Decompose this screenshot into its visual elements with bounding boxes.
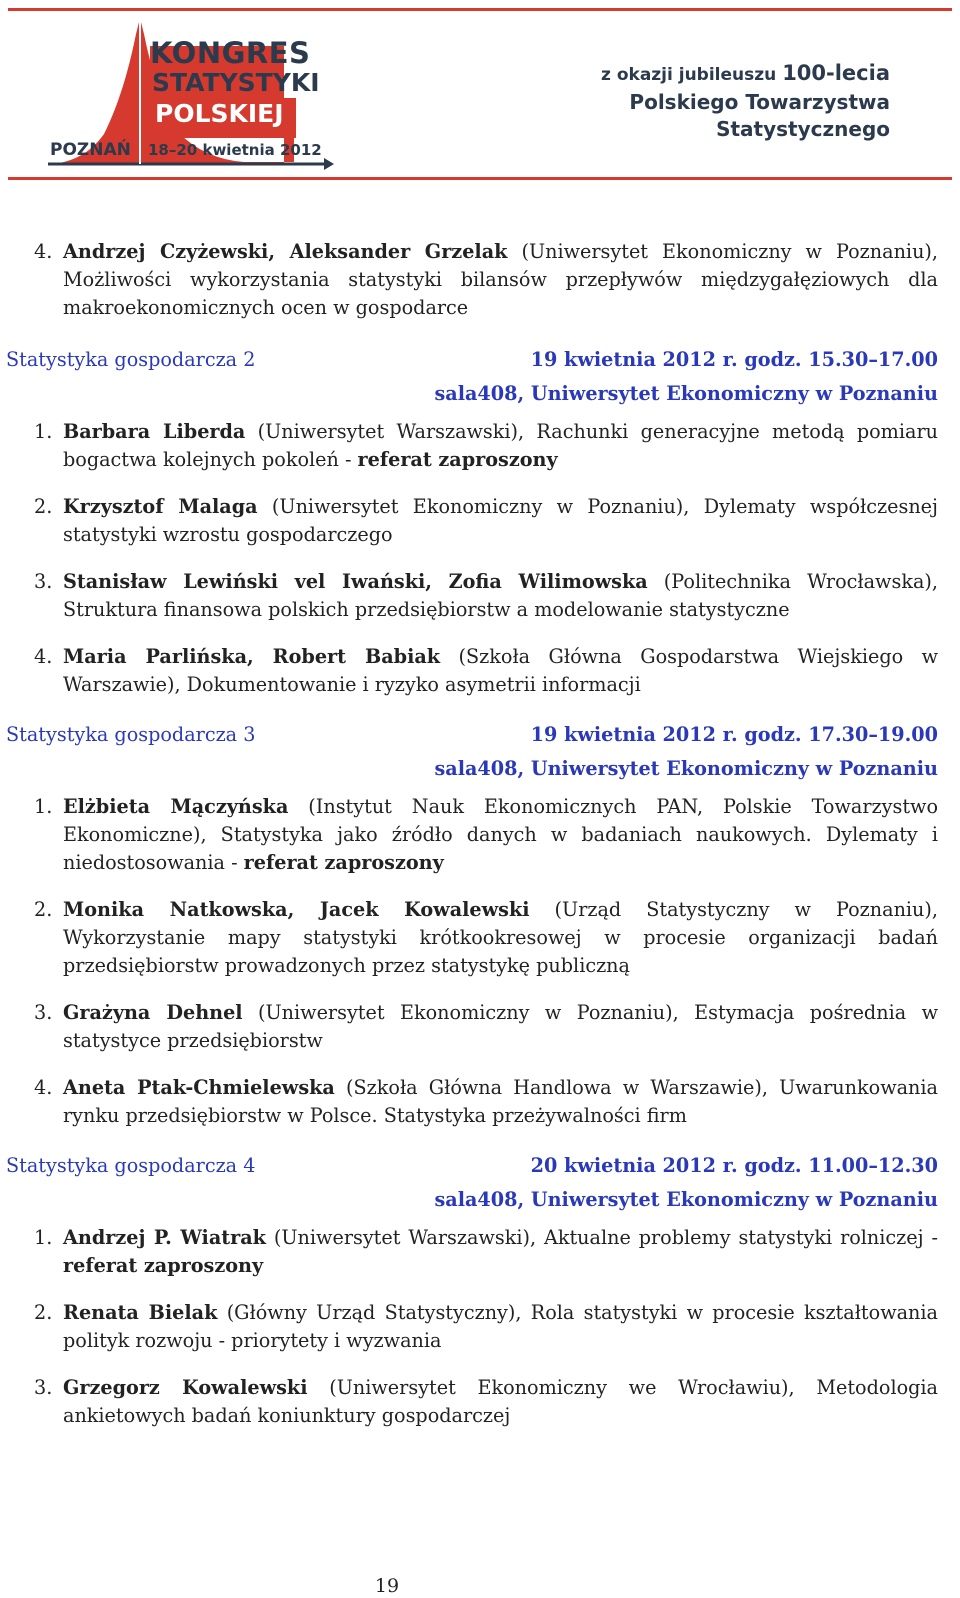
talk-item — [0, 238, 960, 322]
session-time: 19 kwietnia 2012 r. godz. 15.30–17.00 — [530, 348, 938, 371]
tagline-line3: Statystycznego — [716, 117, 890, 141]
talk-details: (Szkoła Główna Handlowa w Warszawie), Uwarunkowania rynku przedsiębiorstw w Polsce. Statystyka przeżywalności firm — [63, 1076, 938, 1127]
session-time: 19 kwietnia 2012 r. godz. 17.30–19.00 — [530, 723, 938, 746]
talk-details: (Uniwersytet Ekonomiczny w Poznaniu), Możliwości wykorzystania statystyki bilansów przepływów międzygałęziowych dla makroekonomicznych ocen w gospodarce — [63, 240, 939, 319]
talk-number: 4. — [34, 240, 53, 263]
talk-authors: Elżbieta Mączyńska — [63, 795, 289, 818]
tagline-prefix: z okazji jubileuszu — [601, 65, 777, 85]
talk-item — [0, 1374, 960, 1430]
talk-item — [0, 896, 960, 980]
session-header — [0, 1154, 960, 1220]
talk-number: 4. — [34, 1076, 53, 1099]
talk-details: (Urząd Statystyczny w Poznaniu), Wykorzystanie mapy statystyki krótkookresowej w procesie organizacji badań przedsiębiorstw prowadzonych przez statystykę publiczną — [63, 898, 939, 977]
talk-item — [0, 1224, 960, 1280]
talk-authors: Andrzej Czyżewski, Aleksander Grzelak — [63, 240, 508, 263]
talk-item — [0, 643, 960, 699]
talk-number: 2. — [34, 898, 53, 921]
talk-authors: Aneta Ptak-Chmielewska — [63, 1076, 335, 1099]
page-header — [0, 0, 960, 185]
talk-details: (Uniwersytet Warszawski), Aktualne problemy statystyki rolniczej - — [265, 1226, 938, 1249]
talk-details: (Uniwersytet Ekonomiczny w Poznaniu), Dylematy współczesnej statystyki wzrostu gospodarczego — [63, 495, 938, 546]
talk-item — [0, 1074, 960, 1130]
logo-statystyki-text: STATYSTYKI — [152, 68, 320, 97]
tagline-emphasis: 100-lecia — [782, 61, 890, 85]
session-header — [0, 723, 960, 789]
talk-number: 4. — [34, 645, 53, 668]
logo-kongres-text: KONGRES — [150, 36, 311, 70]
talk-number: 3. — [34, 570, 53, 593]
talk-item — [0, 493, 960, 549]
tagline-line2: Polskiego Towarzystwa — [629, 90, 890, 114]
session-name: Statystyka gospodarcza 4 — [6, 1154, 256, 1177]
session-room: sala408, Uniwersytet Ekonomiczny w Poznaniu — [434, 382, 938, 405]
invited-talk-label: referat zaproszony — [357, 448, 558, 471]
talk-number: 3. — [34, 1376, 53, 1399]
talk-number: 3. — [34, 1001, 53, 1024]
header-bottom-rule — [8, 177, 952, 180]
invited-talk-label: referat zaproszony — [63, 1254, 264, 1277]
talk-authors: Grażyna Dehnel — [63, 1001, 243, 1024]
talk-authors: Renata Bielak — [63, 1301, 218, 1324]
session-room: sala408, Uniwersytet Ekonomiczny w Poznaniu — [434, 757, 938, 780]
session-time: 20 kwietnia 2012 r. godz. 11.00–12.30 — [530, 1154, 938, 1177]
logo-dates-text: 18–20 kwietnia 2012 — [148, 141, 322, 159]
session-name: Statystyka gospodarcza 2 — [6, 348, 256, 371]
talk-item — [0, 1299, 960, 1355]
invited-talk-label: referat zaproszony — [243, 851, 444, 874]
talk-details: (Politechnika Wrocławska), Struktura finansowa polskich przedsiębiorstw a modelowanie statystyczne — [63, 570, 938, 621]
talk-item — [0, 999, 960, 1055]
talk-item — [0, 568, 960, 624]
talk-number: 2. — [34, 495, 53, 518]
talk-details: (Instytut Nauk Ekonomicznych PAN, Polskie Towarzystwo Ekonomiczne), Statystyka jako źródło danych w badaniach naukowych. Dylematy i niedostosowania - — [63, 795, 939, 874]
talk-details: (Główny Urząd Statystyczny), Rola statystyki w procesie kształtowania polityk rozwoju - priorytety i wyzwania — [63, 1301, 938, 1352]
talk-number: 2. — [34, 1301, 53, 1324]
logo-polskiej-text: POLSKIEJ — [155, 99, 284, 128]
talk-details: (Uniwersytet Warszawski), Rachunki generacyjne metodą pomiaru bogactwa kolejnych pokoleń - — [63, 420, 938, 471]
tagline-line1 — [601, 60, 890, 89]
talk-number: 1. — [34, 1226, 53, 1249]
talk-number: 1. — [34, 795, 53, 818]
page-number: 19 — [374, 1575, 400, 1597]
talk-item — [0, 793, 960, 877]
session-room: sala408, Uniwersytet Ekonomiczny w Poznaniu — [434, 1188, 938, 1211]
talk-authors: Krzysztof Malaga — [63, 495, 258, 518]
talk-authors: Stanisław Lewiński vel Iwański, Zofia Wilimowska — [63, 570, 648, 593]
talk-number: 1. — [34, 420, 53, 443]
talk-details: (Uniwersytet Ekonomiczny w Poznaniu), Estymacja pośrednia w statystyce przedsiębiorstw — [63, 1001, 938, 1052]
prev-session-items — [0, 238, 960, 322]
program-content — [0, 238, 960, 1430]
talk-details: (Szkoła Główna Gospodarstwa Wiejskiego w Warszawie), Dokumentowanie i ryzyko asymetrii informacji — [63, 645, 939, 696]
session-header — [0, 348, 960, 414]
talk-details: (Uniwersytet Ekonomiczny we Wrocławiu), Metodologia ankietowych badań koniunktury gospodarczej — [63, 1376, 938, 1427]
talk-item — [0, 418, 960, 474]
talk-authors: Monika Natkowska, Jacek Kowalewski — [63, 898, 530, 921]
header-top-rule — [8, 8, 952, 11]
talk-authors: Barbara Liberda — [63, 420, 246, 443]
talk-authors: Andrzej P. Wiatrak — [63, 1226, 266, 1249]
jubilee-tagline — [601, 60, 890, 143]
logo-city-text: POZNAŃ — [50, 140, 131, 160]
talk-authors: Maria Parlińska, Robert Babiak — [63, 645, 441, 668]
talk-authors: Grzegorz Kowalewski — [63, 1376, 308, 1399]
session-name: Statystyka gospodarcza 3 — [6, 723, 256, 746]
